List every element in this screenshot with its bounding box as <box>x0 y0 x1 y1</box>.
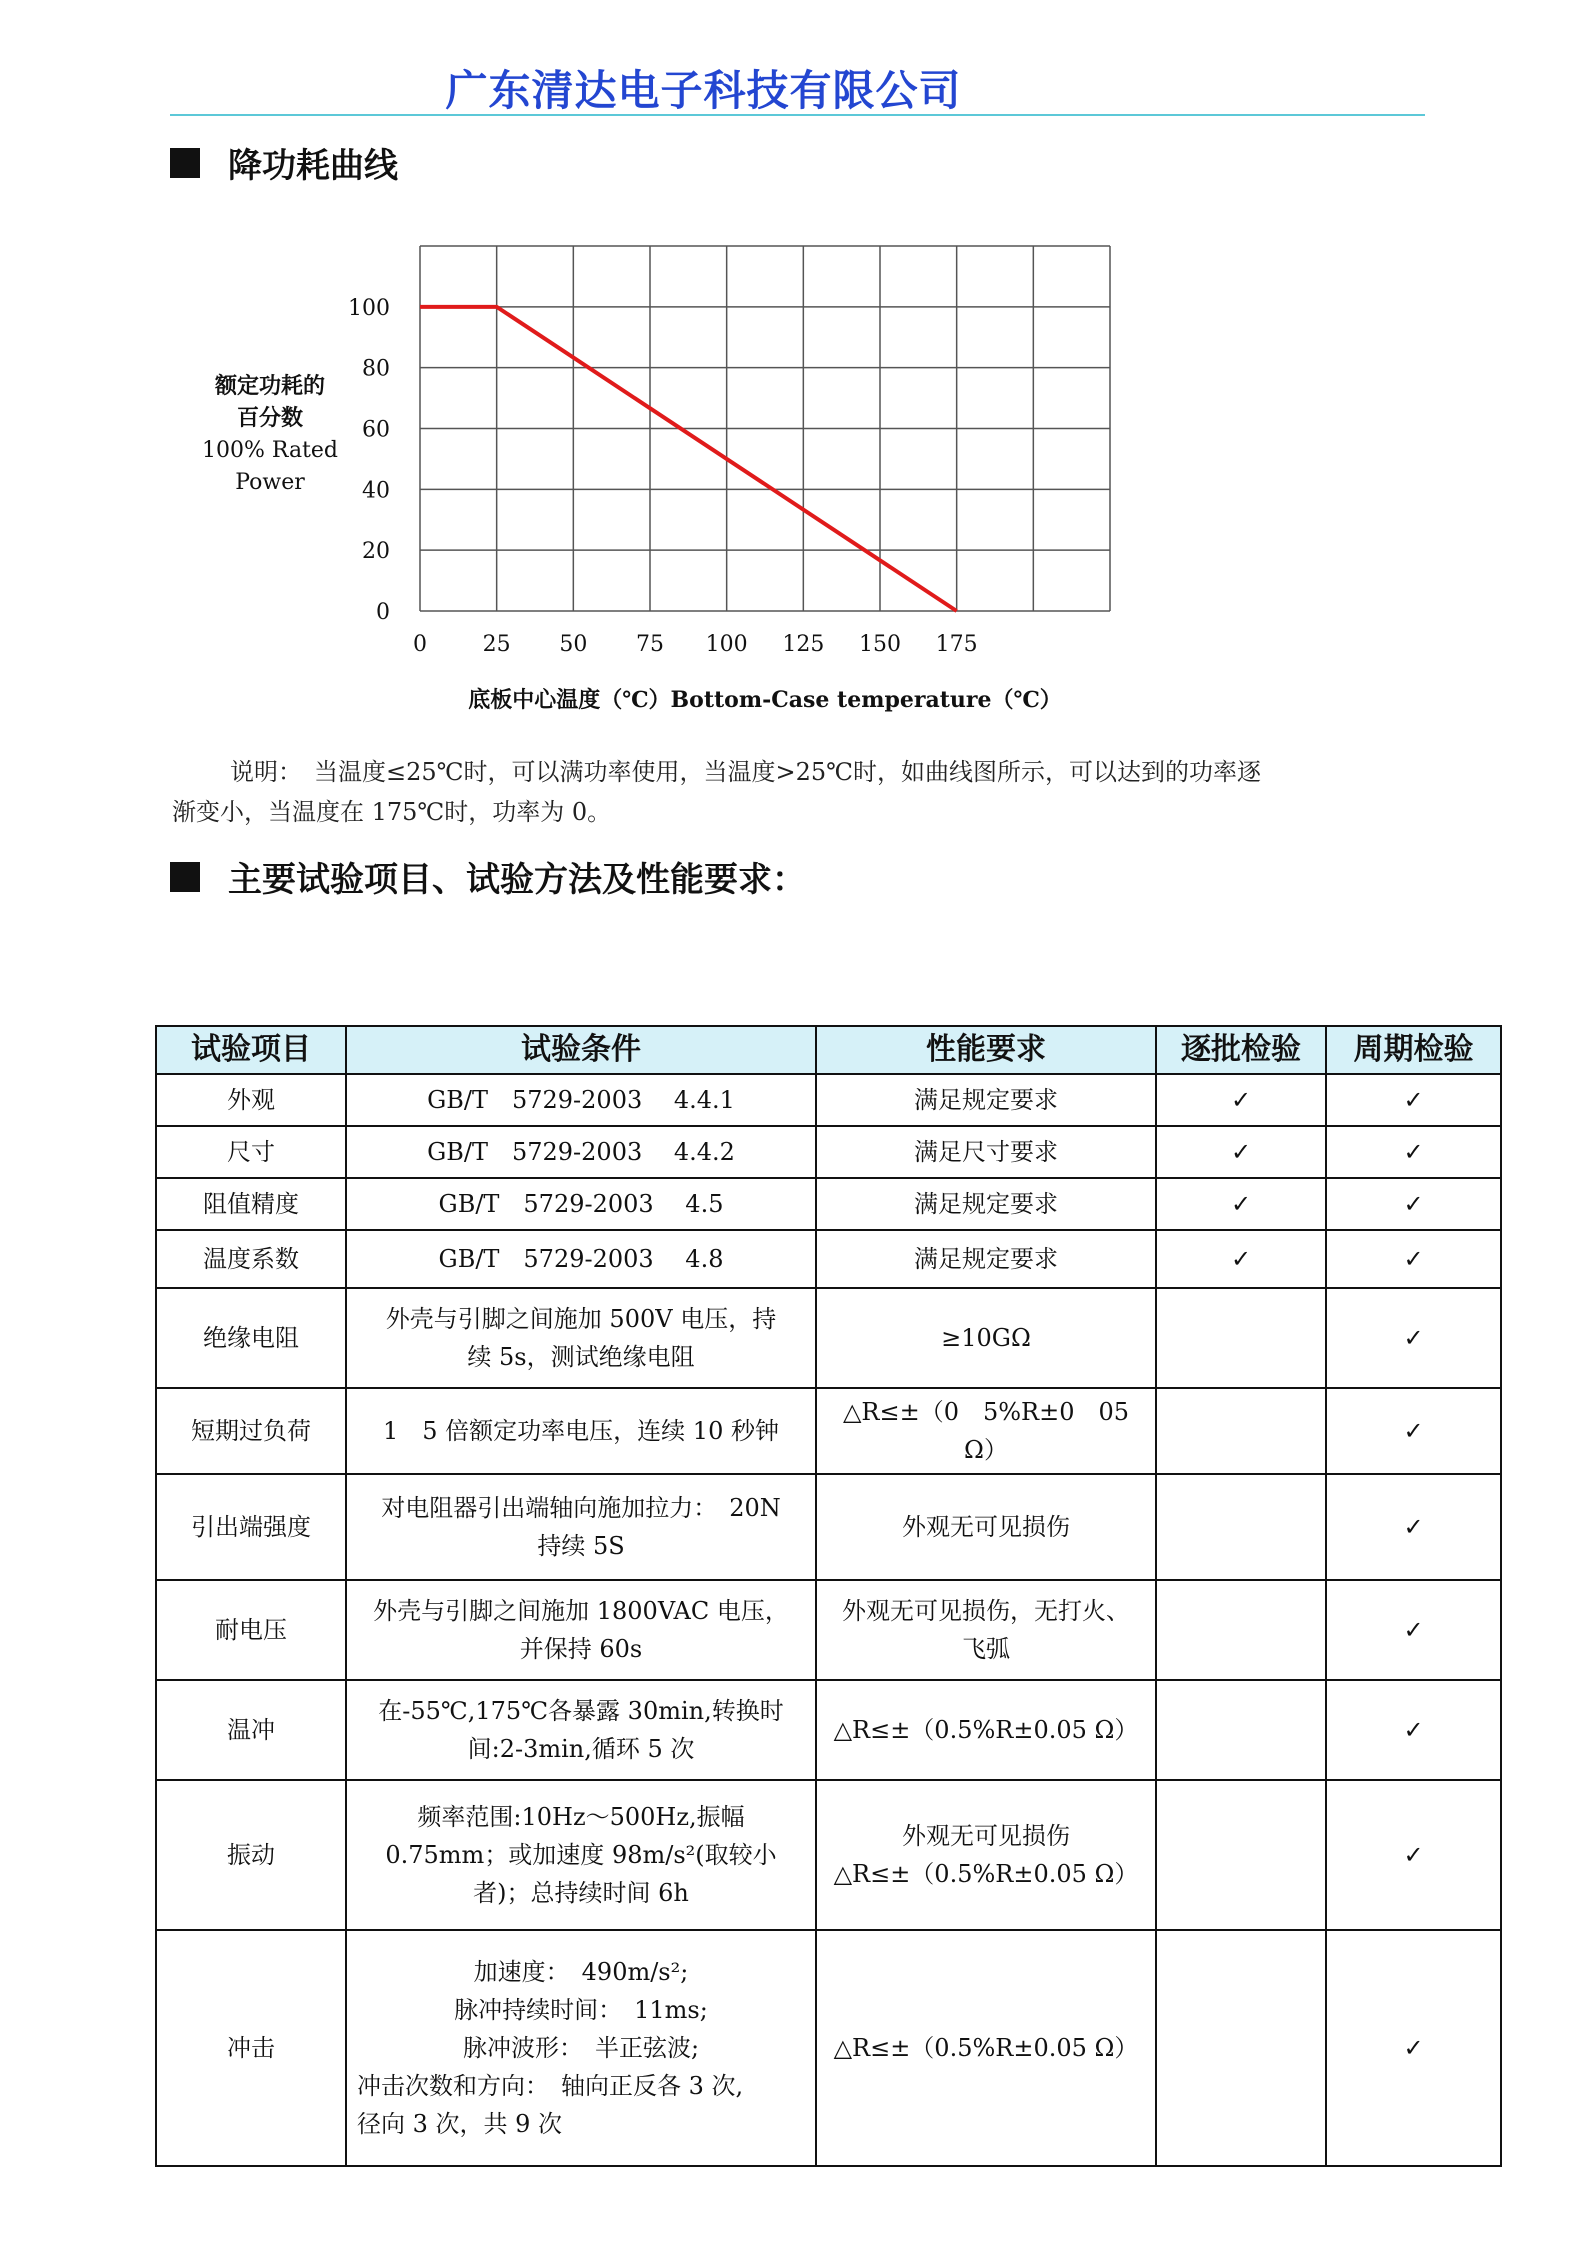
x-tick-label: 100 <box>705 632 748 657</box>
cell-requirement <box>816 1680 1156 1780</box>
cell-requirement <box>816 1930 1156 2166</box>
cell-requirement-line: 满足规定要求 <box>914 1086 1058 1114</box>
x-tick-label: 175 <box>935 632 978 657</box>
cell-item: 阻值精度 <box>156 1178 346 1230</box>
cell-item: 振动 <box>156 1780 346 1930</box>
header-batch: 逐批检验 <box>1156 1026 1326 1074</box>
cell-requirement-line: △R≤±（0.5%R±0.05 Ω） <box>833 1860 1139 1888</box>
table-row <box>156 1126 1501 1178</box>
header-item: 试验项目 <box>156 1026 346 1074</box>
table-body <box>156 1074 1501 2166</box>
check-icon-period: ✓ <box>1326 1388 1501 1474</box>
check-icon-period: ✓ <box>1326 1580 1501 1680</box>
cell-condition-line: 径向 3 次，共 9 次 <box>357 2110 563 2138</box>
table-row <box>156 1580 1501 1680</box>
derating-curve <box>420 307 957 611</box>
check-icon-batch: ✓ <box>1156 1178 1326 1230</box>
cell-requirement <box>816 1474 1156 1580</box>
check-icon-period: ✓ <box>1326 1230 1501 1288</box>
cell-condition <box>346 1780 816 1930</box>
cell-condition-line: 1 5 倍额定功率电压，连续 10 秒钟 <box>383 1417 779 1445</box>
header-condition: 试验条件 <box>346 1026 816 1074</box>
check-icon-period: ✓ <box>1326 1178 1501 1230</box>
cell-requirement-line: 满足规定要求 <box>914 1190 1058 1218</box>
cell-condition-line: 加速度： 490m/s²; <box>473 1958 689 1986</box>
cell-condition-line: 冲击次数和方向： 轴向正反各 3 次, <box>357 2072 744 2100</box>
cell-item: 外观 <box>156 1074 346 1126</box>
cell-item: 耐电压 <box>156 1580 346 1680</box>
cell-requirement-line: 飞弧 <box>962 1635 1010 1663</box>
note-line-2: 渐变小，当温度在 175℃时，功率为 0。 <box>172 798 612 826</box>
header-rule <box>170 114 1425 116</box>
cell-condition-line: GB/T 5729-2003 4.4.1 <box>427 1086 735 1114</box>
explanation-note <box>172 752 1412 832</box>
section-title: 降功耗曲线 <box>228 146 398 186</box>
y-tick-label: 60 <box>362 417 390 443</box>
square-bullet-icon <box>170 148 200 178</box>
cell-requirement-line: 外观无可见损伤 <box>902 1822 1070 1850</box>
cell-batch <box>1156 1930 1326 2166</box>
cell-condition-line: 频率范围:10Hz～500Hz,振幅 <box>417 1803 745 1831</box>
table-row <box>156 1474 1501 1580</box>
cell-condition-line: 间:2-3min,循环 5 次 <box>467 1735 695 1763</box>
x-axis-label: 底板中心温度（℃）Bottom-Case temperature（℃） <box>468 687 1062 713</box>
cell-requirement <box>816 1074 1156 1126</box>
cell-requirement <box>816 1580 1156 1680</box>
x-tick-label: 0 <box>413 632 427 657</box>
y-tick-label: 20 <box>362 539 390 565</box>
check-icon-period: ✓ <box>1326 1780 1501 1930</box>
cell-requirement <box>816 1388 1156 1474</box>
cell-item: 引出端强度 <box>156 1474 346 1580</box>
cell-batch <box>1156 1580 1326 1680</box>
note-line-1: 说明： 当温度≤25℃时，可以满功率使用，当温度>25℃时，如曲线图所示，可以达到的功率逐 <box>230 758 1261 786</box>
table-header-row <box>156 1026 1501 1074</box>
y-tick-label: 100 <box>348 295 390 321</box>
y-axis-label-line: 额定功耗的 <box>214 373 326 399</box>
cell-condition <box>346 1126 816 1178</box>
cell-requirement <box>816 1126 1156 1178</box>
cell-item: 尺寸 <box>156 1126 346 1178</box>
table-row <box>156 1230 1501 1288</box>
cell-condition <box>346 1178 816 1230</box>
y-axis-label-line: 100% Rated <box>201 438 339 463</box>
cell-condition <box>346 1580 816 1680</box>
cell-condition-line: 持续 5S <box>537 1532 625 1560</box>
x-tick-label: 150 <box>859 632 901 657</box>
x-tick-label: 75 <box>636 632 664 657</box>
cell-requirement-line: 满足规定要求 <box>914 1245 1058 1273</box>
cell-condition-line: GB/T 5729-2003 4.8 <box>438 1245 724 1273</box>
cell-item: 温冲 <box>156 1680 346 1780</box>
y-tick-label: 40 <box>362 478 390 504</box>
cell-requirement-line: △R≤±（0.5%R±0.05 Ω） <box>833 2034 1139 2062</box>
check-icon-period: ✓ <box>1326 1930 1501 2166</box>
table-row <box>156 1074 1501 1126</box>
cell-condition-line: 并保持 60s <box>519 1635 643 1663</box>
check-icon-batch: ✓ <box>1156 1230 1326 1288</box>
square-bullet-icon <box>170 862 200 892</box>
check-icon-period: ✓ <box>1326 1680 1501 1780</box>
cell-condition-line: 外壳与引脚之间施加 500V 电压，持 <box>385 1305 777 1333</box>
cell-batch <box>1156 1780 1326 1930</box>
company-name <box>0 58 1587 118</box>
check-icon-batch: ✓ <box>1156 1074 1326 1126</box>
cell-requirement-line: 满足尺寸要求 <box>914 1138 1058 1166</box>
cell-condition <box>346 1074 816 1126</box>
check-icon-period: ✓ <box>1326 1288 1501 1388</box>
cell-batch <box>1156 1680 1326 1780</box>
cell-condition <box>346 1388 816 1474</box>
cell-batch <box>1156 1288 1326 1388</box>
table-row <box>156 1288 1501 1388</box>
company-name-text: 广东清达电子科技有限公司 <box>445 66 962 115</box>
cell-condition-line: 续 5s，测试绝缘电阻 <box>467 1343 695 1371</box>
cell-batch <box>1156 1388 1326 1474</box>
derating-chart <box>190 230 1120 730</box>
cell-item: 温度系数 <box>156 1230 346 1288</box>
table-row <box>156 1780 1501 1930</box>
cell-requirement-line: △R≤±（0.5%R±0.05 Ω） <box>833 1716 1139 1744</box>
cell-condition-line: 脉冲持续时间： 11ms; <box>454 1996 708 2024</box>
header-requirement: 性能要求 <box>816 1026 1156 1074</box>
cell-condition-line: 在-55℃,175℃各暴露 30min,转换时 <box>378 1697 784 1725</box>
cell-condition-line: 0.75mm；或加速度 98m/s²(取较小 <box>385 1841 777 1869</box>
cell-condition-line: 对电阻器引出端轴向施加拉力： 20N <box>381 1494 781 1522</box>
x-tick-label: 25 <box>482 632 511 657</box>
cell-requirement-line: 外观无可见损伤 <box>902 1513 1070 1541</box>
cell-requirement-line: 外观无可见损伤，无打火、 <box>842 1597 1130 1625</box>
section-heading-derating <box>170 138 398 187</box>
cell-requirement <box>816 1288 1156 1388</box>
x-tick-label: 125 <box>782 632 825 657</box>
cell-requirement-line: ≥10GΩ <box>941 1324 1031 1352</box>
check-icon-period: ✓ <box>1326 1074 1501 1126</box>
cell-condition <box>346 1288 816 1388</box>
test-table <box>155 1025 1502 2167</box>
y-axis-label-line: Power <box>235 470 305 495</box>
table-row <box>156 1680 1501 1780</box>
cell-condition-line: 者)；总持续时间 6h <box>473 1879 689 1907</box>
cell-item: 冲击 <box>156 1930 346 2166</box>
header-period: 周期检验 <box>1326 1026 1501 1074</box>
cell-condition <box>346 1230 816 1288</box>
cell-requirement <box>816 1178 1156 1230</box>
check-icon-period: ✓ <box>1326 1126 1501 1178</box>
section-title: 主要试验项目、试验方法及性能要求： <box>228 860 806 900</box>
cell-item: 短期过负荷 <box>156 1388 346 1474</box>
cell-condition <box>346 1930 816 2166</box>
table-row <box>156 1388 1501 1474</box>
y-tick-label: 80 <box>362 356 390 382</box>
cell-batch <box>1156 1474 1326 1580</box>
cell-requirement-line: △R≤±（0 5%R±0 05 Ω） <box>842 1398 1130 1464</box>
x-tick-label: 50 <box>559 632 588 657</box>
check-icon-period: ✓ <box>1326 1474 1501 1580</box>
cell-condition-line: 脉冲波形： 半正弦波; <box>462 2034 700 2062</box>
table-row <box>156 1178 1501 1230</box>
section-heading-tests <box>170 852 806 901</box>
cell-condition-line: 外壳与引脚之间施加 1800VAC 电压， <box>373 1597 789 1625</box>
cell-requirement <box>816 1230 1156 1288</box>
table-row <box>156 1930 1501 2166</box>
cell-requirement <box>816 1780 1156 1930</box>
check-icon-batch: ✓ <box>1156 1126 1326 1178</box>
y-axis-label-line: 百分数 <box>236 405 304 431</box>
cell-condition-line: GB/T 5729-2003 4.4.2 <box>427 1138 735 1166</box>
cell-condition <box>346 1474 816 1580</box>
plot-group <box>202 246 1110 713</box>
cell-condition <box>346 1680 816 1780</box>
cell-condition-line: GB/T 5729-2003 4.5 <box>438 1190 724 1218</box>
cell-item: 绝缘电阻 <box>156 1288 346 1388</box>
y-tick-label: 0 <box>376 600 390 625</box>
